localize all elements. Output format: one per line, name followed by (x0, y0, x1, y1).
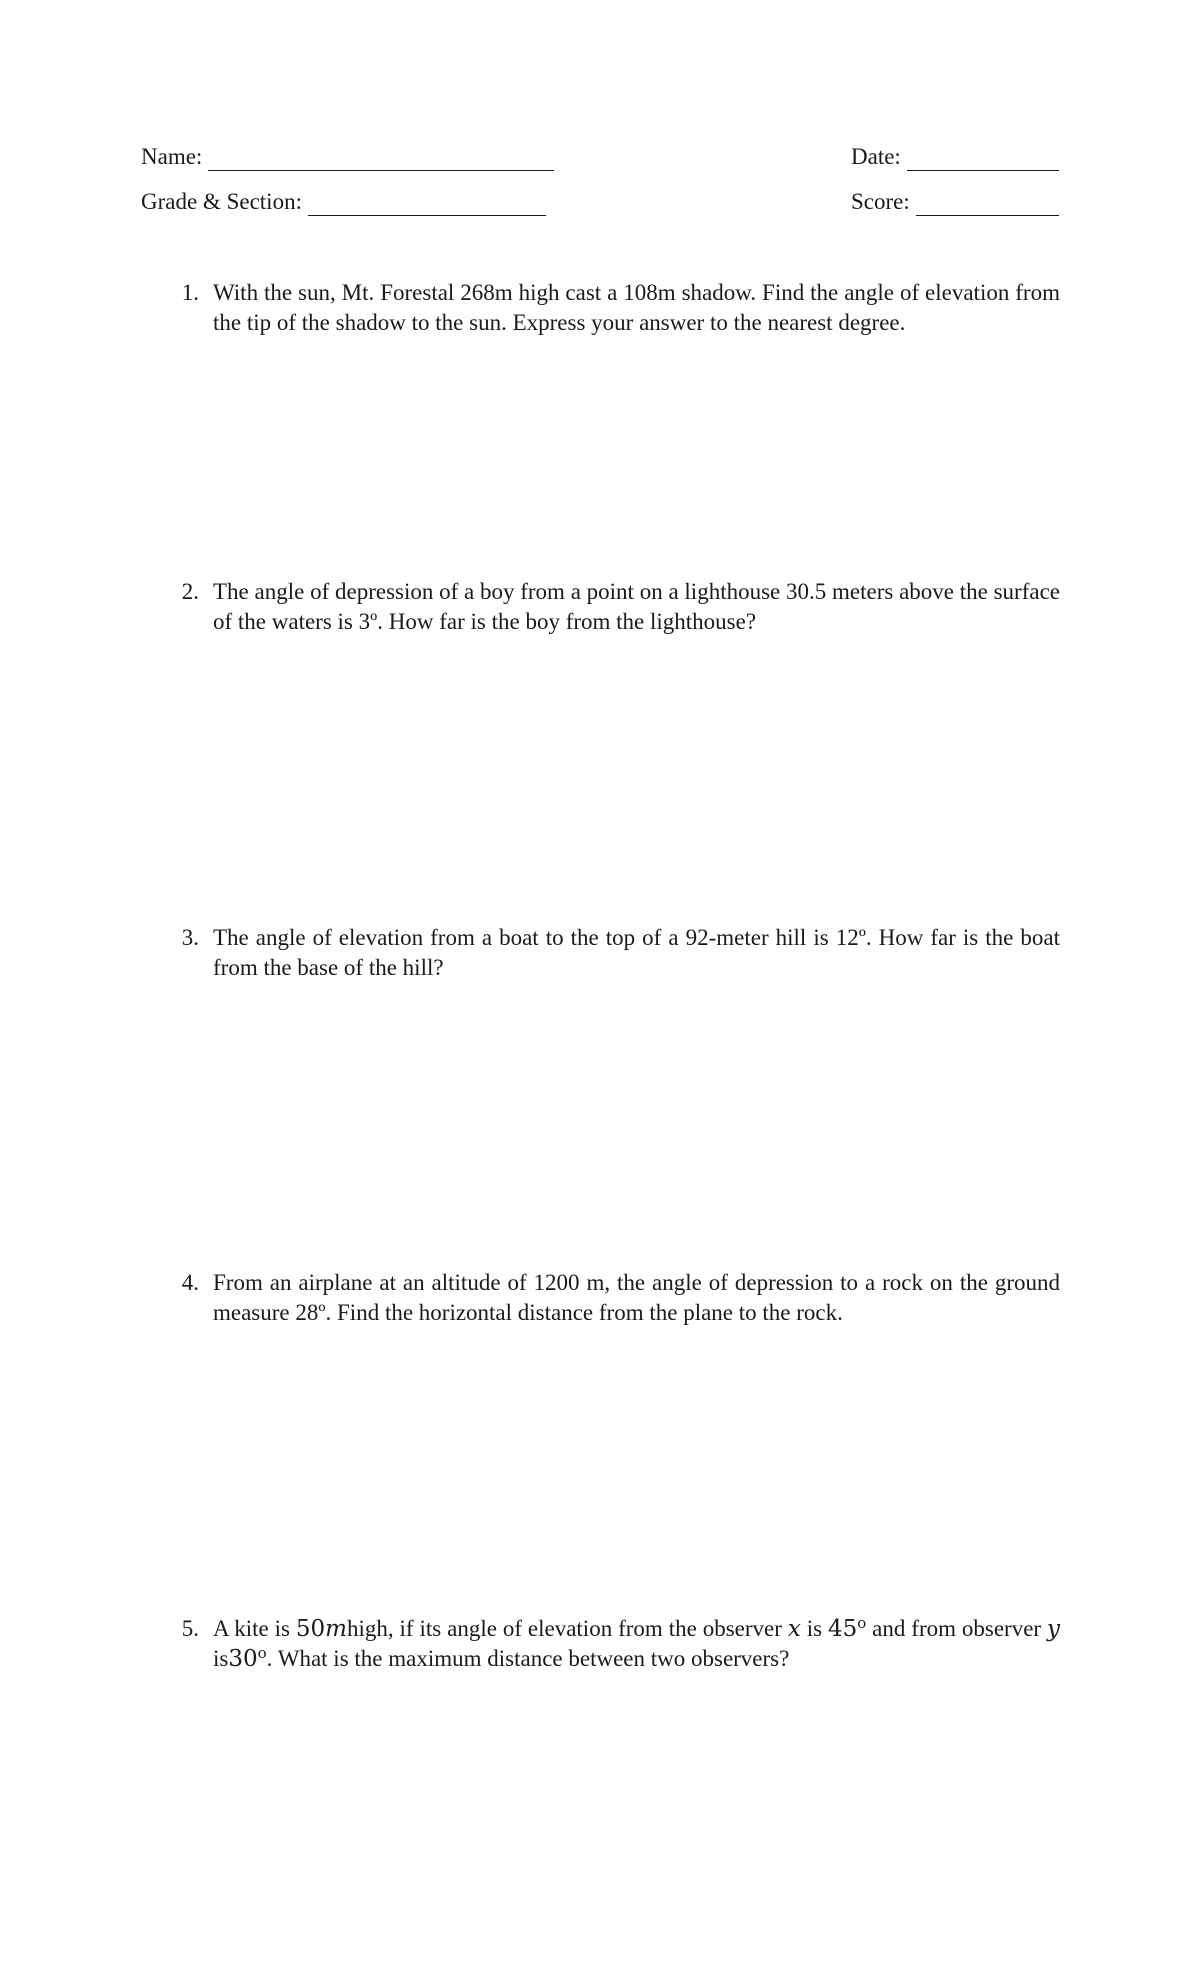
question-text: With the sun, Mt. Forestal 268m high cast a 108m shadow. Find the angle of elevation from the tip of the shadow to the sun. Express your answer to the nearest degree. (213, 280, 1060, 335)
q5-text-part: is (213, 1646, 229, 1671)
angle-y-value: 30 (228, 1646, 258, 1672)
name-label: Name: (141, 144, 203, 169)
name-blank-line (208, 148, 554, 171)
angle-x-value: 45 (827, 1616, 858, 1642)
q5-text-part: A kite is (213, 1616, 296, 1641)
date-blank-line (907, 148, 1059, 171)
q5-text-part: high, if its angle of elevation from the observer (346, 1616, 788, 1641)
degree-mark: o (857, 1614, 867, 1632)
kite-height-unit: m (325, 1616, 347, 1642)
question-number: 5. (181, 1616, 199, 1641)
question-number: 2. (181, 579, 199, 604)
q5-text-part: and from observer (866, 1616, 1047, 1641)
question-number: 3. (181, 925, 199, 950)
q5-text-part: . What is the maximum distance between two observers? (266, 1646, 790, 1671)
degree-mark: o (257, 1644, 267, 1662)
q5-text-part: is (800, 1616, 828, 1641)
question-text (213, 1614, 1060, 1674)
grade-section-label: Grade & Section: (141, 189, 302, 214)
score-label: Score: (851, 189, 910, 214)
question-text: The angle of elevation from a boat to the top of a 92-meter hill is 12º. How far is the boat from the base of the hill? (213, 925, 1060, 980)
question-2 (175, 577, 1060, 637)
question-1 (175, 278, 1060, 338)
observer-x-variable: x (787, 1616, 801, 1642)
observer-y-variable: y (1047, 1616, 1060, 1642)
name-field (141, 143, 554, 171)
score-field (851, 188, 1059, 216)
date-field (851, 143, 1059, 171)
question-text: From an airplane at an altitude of 1200 m, the angle of depression to a rock on the ground measure 28º. Find the horizontal distance from the plane to the rock. (213, 1270, 1060, 1325)
grade-section-blank-line (308, 193, 546, 216)
question-5 (175, 1614, 1060, 1674)
question-text: The angle of depression of a boy from a point on a lighthouse 30.5 meters above the surface of the waters is 3º. How far is the boy from the lighthouse? (213, 579, 1060, 634)
question-number: 4. (181, 1270, 199, 1295)
question-4 (175, 1268, 1060, 1328)
question-number: 1. (181, 280, 199, 305)
grade-section-field (141, 188, 546, 216)
question-3 (175, 923, 1060, 983)
score-blank-line (916, 193, 1059, 216)
kite-height-value: 50 (295, 1616, 326, 1642)
date-label: Date: (851, 144, 901, 169)
